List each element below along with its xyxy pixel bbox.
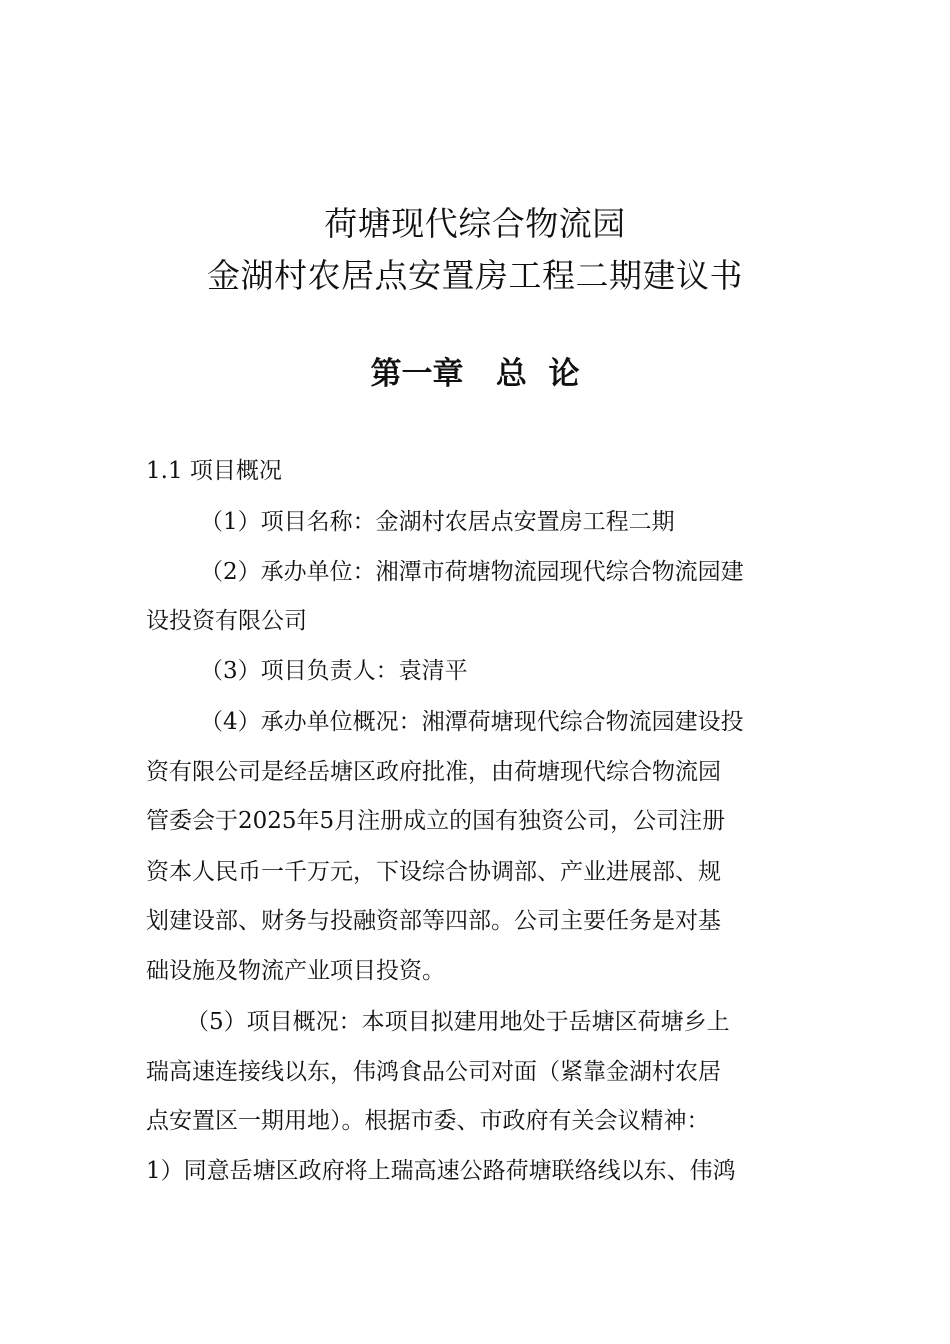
paragraph-line: 资有限公司是经岳塘区政府批准，由荷塘现代综合物流园 xyxy=(146,759,721,785)
paragraph-line: 瑞高速连接线以东，伟鸿食品公司对面（紧靠金湖村农居 xyxy=(146,1059,721,1085)
document-title-line-1: 荷塘现代综合物流园 xyxy=(324,204,626,243)
paragraph-line: （5）项目概况：本项目拟建用地处于岳塘区荷塘乡上 xyxy=(186,1009,730,1035)
paragraph-line: 1）同意岳塘区政府将上瑞高速公路荷塘联络线以东、伟鸿 xyxy=(146,1158,736,1184)
paragraph-line: （2）承办单位：湘潭市荷塘物流园现代综合物流园建 xyxy=(200,559,744,585)
chapter-heading: 第一章 总 论 xyxy=(370,356,580,392)
paragraph-line: 点安置区一期用地）。根据市委、市政府有关会议精神： xyxy=(146,1108,710,1134)
paragraph-line: 资本人民币一千万元，下设综合协调部、产业进展部、规 xyxy=(146,859,721,885)
paragraph-line: （4）承办单位概况：湘潭荷塘现代综合物流园建设投 xyxy=(200,709,744,735)
paragraph-line: （3）项目负责人：袁清平 xyxy=(200,658,468,684)
section-heading: 1.1 项目概况 xyxy=(146,458,282,484)
document-title-line-2: 金湖村农居点安置房工程二期建议书 xyxy=(207,256,743,295)
paragraph-line: 础设施及物流产业项目投资。 xyxy=(146,958,445,984)
paragraph-line: 划建设部、财务与投融资部等四部。公司主要任务是对基 xyxy=(146,908,721,934)
paragraph-line: （1）项目名称：金湖村农居点安置房工程二期 xyxy=(200,509,675,535)
paragraph-line: 设投资有限公司 xyxy=(146,608,307,634)
paragraph-line: 管委会于2025年5月注册成立的国有独资公司，公司注册 xyxy=(146,808,726,834)
